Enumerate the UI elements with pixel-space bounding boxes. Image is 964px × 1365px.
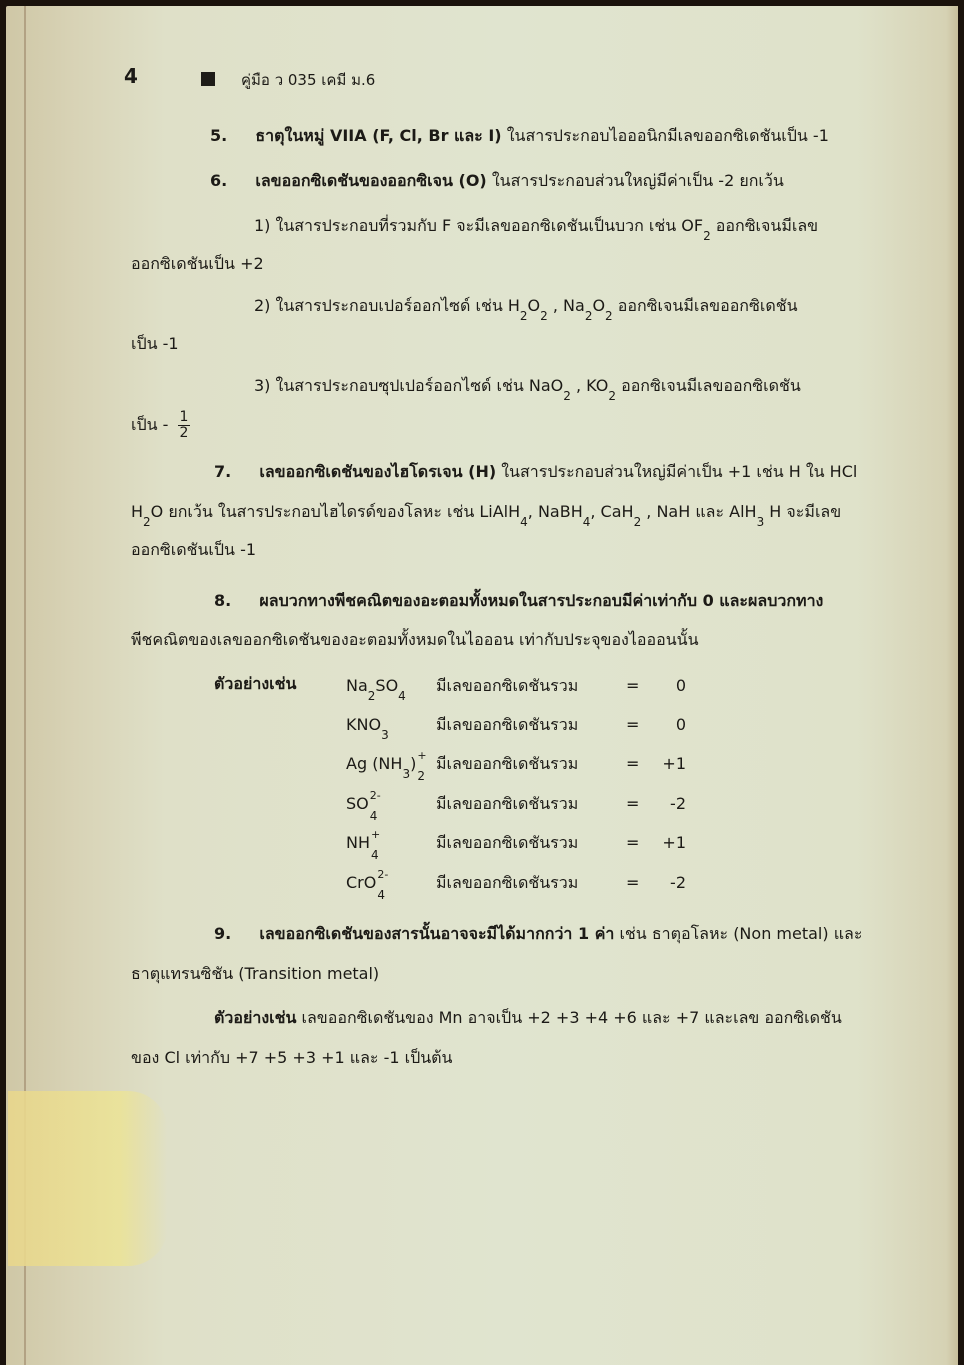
item-6-sub-2-line-2: เป็น -1	[131, 334, 179, 353]
item-text: ในสารประกอบไอออนิกมีเลขออกซิเดชันเป็น -1	[501, 126, 829, 145]
example-formula: $Na_2SO_4$	[346, 676, 406, 703]
example-equals: =	[626, 715, 640, 734]
item-8	[214, 591, 823, 611]
example-desc: มีเลขออกซิเดชันรวม	[436, 676, 579, 695]
book-page	[6, 6, 958, 1365]
item-9-example-line-2: ของ Cl เท่ากับ +7 +5 +3 +1 และ -1 เป็นต้น	[131, 1048, 453, 1067]
item-heading: เลขออกซิเดชันของออกซิเจน (O)	[255, 171, 487, 190]
example-value: 0	[675, 715, 686, 734]
example-formula: $KNO_3$	[346, 715, 389, 742]
example-value: +1	[662, 754, 686, 773]
example-formula: SO 2- 4	[346, 789, 381, 823]
example-equals: =	[626, 754, 640, 773]
item-9-example-line-1: ตัวอย่างเช่น เลขออกซิเดชันของ Mn อาจเป็น +2 +3 +4 +6 และ +7 และเลข ออกซิเดชัน	[214, 1008, 842, 1027]
item-7-line-3: ออกซิเดชันเป็น -1	[131, 540, 257, 559]
example-equals: =	[626, 833, 640, 852]
item-number: 8.	[214, 591, 232, 610]
header-square-icon	[201, 72, 215, 86]
example-label: ตัวอย่างเช่น	[214, 674, 297, 693]
fraction-one-half: $\frac{1}{2}$	[179, 409, 189, 441]
page-number: 4	[124, 64, 138, 88]
example-formula: CrO 2- 4	[346, 868, 389, 902]
item-number: 9.	[214, 924, 232, 943]
item-6-sub-3-line-1: 3) ในสารประกอบซุปเปอร์ออกไซด์ เช่น NaO$_2$ , $KO_2$ ออกซิเจนมีเลขออกซิเดชัน	[254, 376, 801, 403]
item-6-sub-3-line-2: เป็น - $\frac{1}{2}$	[131, 409, 189, 441]
item-text: ในสารประกอบส่วนใหญ่มีค่าเป็น -2 ยกเว้น	[486, 171, 784, 190]
example-equals: =	[626, 676, 640, 695]
item-number: 5.	[210, 126, 228, 145]
item-heading: ธาตุในหมู่ VIIA (F, Cl, Br และ I)	[255, 126, 502, 145]
example-desc: มีเลขออกซิเดชันรวม	[436, 715, 579, 734]
item-5	[210, 126, 829, 146]
example-desc: มีเลขออกซิเดชันรวม	[436, 873, 579, 892]
item-text: ในสารประกอบส่วนใหญ่มีค่าเป็น +1 เช่น H ใน HCl	[496, 462, 858, 481]
item-heading: เลขออกซิเดชันของสารนั้นอาจจะมีได้มากกว่า 1 ค่า	[259, 924, 615, 943]
item-6-sub-1-line-2: ออกซิเดชันเป็น +2	[131, 254, 264, 273]
example-equals: =	[626, 873, 640, 892]
item-6-sub-2-line-1: 2) ในสารประกอบเปอร์ออกไซด์ เช่น $H_2O_2$ , $Na_2O_2$ ออกซิเจนมีเลขออกซิเดชัน	[254, 296, 798, 323]
example-formula: NH + 4	[346, 828, 381, 862]
example-formula: Ag $(NH_3)$ + 2	[346, 749, 427, 783]
example-value: +1	[662, 833, 686, 852]
item-heading: เลขออกซิเดชันของไฮโดรเจน (H)	[259, 462, 497, 481]
item-7	[214, 462, 857, 482]
example-label: ตัวอย่างเช่น	[214, 1008, 297, 1027]
item-9-line-2: ธาตุแทรนซิชัน (Transition metal)	[131, 964, 380, 983]
item-8-line-2: พีชคณิตของเลขออกซิเดชันของอะตอมทั้งหมดในไอออน เท่ากับประจุของไอออนนั้น	[131, 630, 699, 649]
item-number: 7.	[214, 462, 232, 481]
item-9	[214, 924, 862, 944]
example-value: -2	[670, 794, 686, 813]
example-desc: มีเลขออกซิเดชันรวม	[436, 833, 579, 852]
example-value: 0	[675, 676, 686, 695]
item-heading: ผลบวกทางพีชคณิตของอะตอมทั้งหมดในสารประกอบมีค่าเท่ากับ 0 และผลบวกทาง	[259, 591, 824, 610]
item-6-sub-1-line-1: 1) ในสารประกอบที่รวมกับ F จะมีเลขออกซิเดชันเป็นบวก เช่น $OF_2$ ออกซิเจนมีเลข	[254, 216, 819, 243]
example-desc: มีเลขออกซิเดชันรวม	[436, 794, 579, 813]
example-value: -2	[670, 873, 686, 892]
item-7-line-2: $H_2O$ ยกเว้น ในสารประกอบไฮไดรด์ของโลหะ เช่น LiAlH$_4$, NaBH$_4$, CaH$_2$ , NaH และ AlH$_3$ H จะมีเลข	[131, 502, 842, 529]
example-equals: =	[626, 794, 640, 813]
item-text: เช่น ธาตุอโลหะ (Non metal) และ	[614, 924, 863, 943]
running-title: คู่มือ ว 035 เคมี ม.6	[241, 71, 376, 89]
item-6	[210, 171, 784, 191]
item-number: 6.	[210, 171, 228, 190]
example-desc: มีเลขออกซิเดชันรวม	[436, 754, 579, 773]
